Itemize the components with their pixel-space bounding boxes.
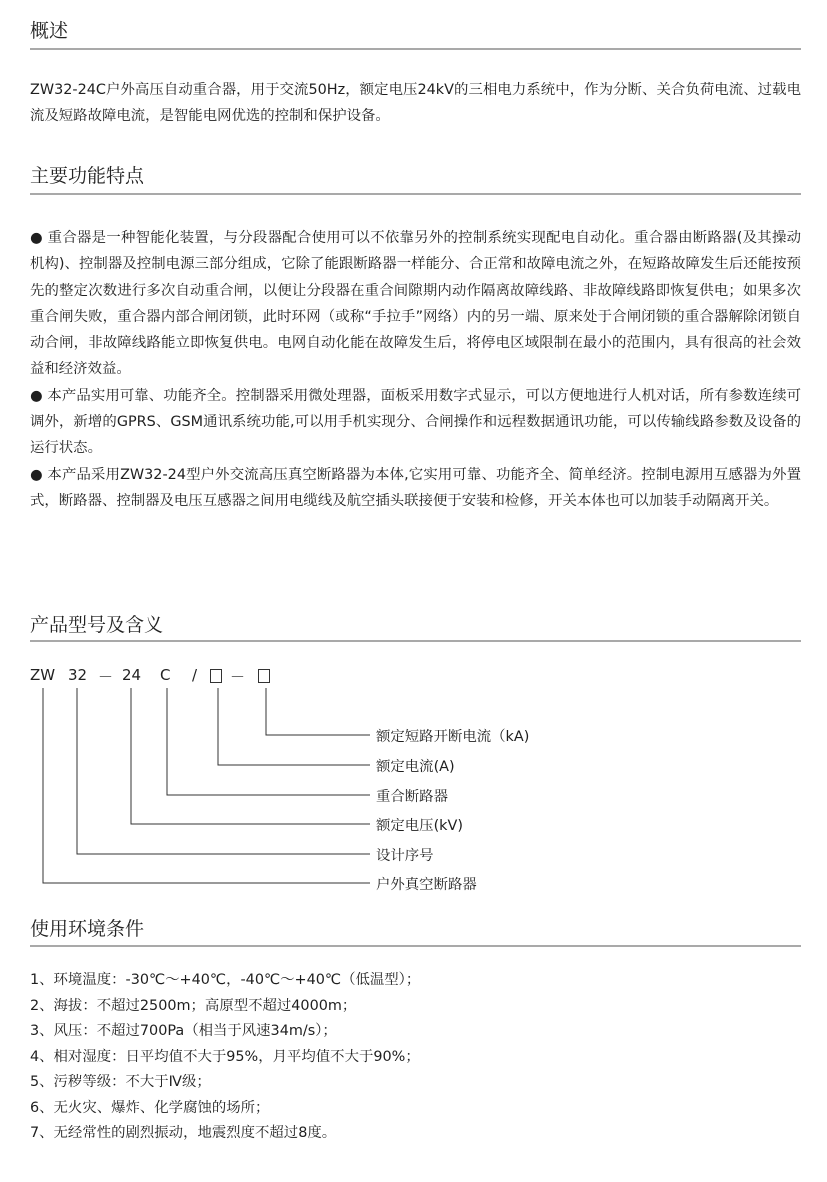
legend-outdoor-vacuum-breaker: 户外真空断路器 [376,877,477,893]
environment-list [30,968,420,1147]
section-title-model: 产品型号及含义 [30,614,164,636]
list-item: 3、风压：不超过700Pa（相当于风速34m/s）； [30,1023,337,1039]
section-title-features: 主要功能特点 [30,165,145,187]
section-title-overview: 概述 [30,20,69,42]
overview-text: ZW32-24C户外高压自动重合器，用于交流50Hz，额定电压24kV的三相电力系统中，作为分断、关合负荷电流、过载电流及短路故障电流，是智能电网优选的控制和保护设备。 [30,82,801,125]
code-dash: － [98,668,114,686]
code-rated-voltage: 24 [122,666,142,684]
list-item: 1、环境温度：-30℃～+40℃，-40℃～+40℃（低温型）； [30,972,421,988]
legend-design-number: 设计序号 [376,848,434,864]
code-design-number: 32 [68,666,88,684]
feature-item: ● 本产品采用ZW32-24型户外交流高压真空断路器为本体,它实用可靠、功能齐全、简单经济。控制电源用互感器为外置式，断路器、控制器及电压互感器之间用电缆线及航空插头联接便于安装和检修，开关本体也可以加装手动隔离开关。 [30,466,801,509]
list-item: 6、无火灾、爆炸、化学腐蚀的场所； [30,1099,270,1116]
legend-rated-voltage: 额定电压(kV) [376,818,463,834]
list-item: 5、污秽等级：不大于Ⅳ级； [30,1074,211,1090]
legend-recloser: 重合断路器 [376,789,448,805]
code-dash: － [230,668,246,686]
list-item: 4、相对湿度：日平均值不大于95%，月平均值不大于90%； [30,1048,420,1065]
list-item: 7、无经常性的剧烈振动，地震烈度不超过8度。 [30,1125,337,1141]
feature-item: ● 本产品实用可靠、功能齐全。控制器采用微处理器，面板采用数字式显示，可以方便地进行人机对话，所有参数连续可调外，新增的GPRS、GSM通讯系统功能,可以用手机实现分、合闸操作和远程数据通讯功能，可以传输线路参数及设备的运行状态。 [30,387,801,457]
list-item: 2、海拔：不超过2500m；高原型不超过4000m； [30,997,357,1014]
code-recloser: C [160,666,171,684]
section-title-environment: 使用环境条件 [30,918,145,940]
legend-breaking-current: 额定短路开断电流（kA) [376,729,530,745]
divider [30,945,801,947]
code-series: ZW [30,666,56,684]
legend-rated-current: 额定电流(A) [376,759,455,775]
feature-item: ● 重合器是一种智能化装置，与分段器配合使用可以不依靠另外的控制系统实现配电自动化。重合器由断路器(及其操动机构)、控制器及控制电源三部分组成，它除了能跟断路器一样能分、合正常和故障电流之外，在短路故障发生后还能按预先的整定次数进行多次自动重合闸，以便让分段器在重合间隙期内动作隔离故障线路、非故障线路即恢复供电；如果多次重合闸失败，重合器内部合闸闭锁，此时环网（或称“手拉手”网络）内的另一端、原来处于合闸闭锁的重合器解除闭锁自动合闸，非故障线路能立即恢复供电。电网自动化能在故障发生后，将停电区域限制在最小的范围内，具有很高的社会效益和经济效益。 [30,230,801,378]
code-slash: / [192,666,198,684]
